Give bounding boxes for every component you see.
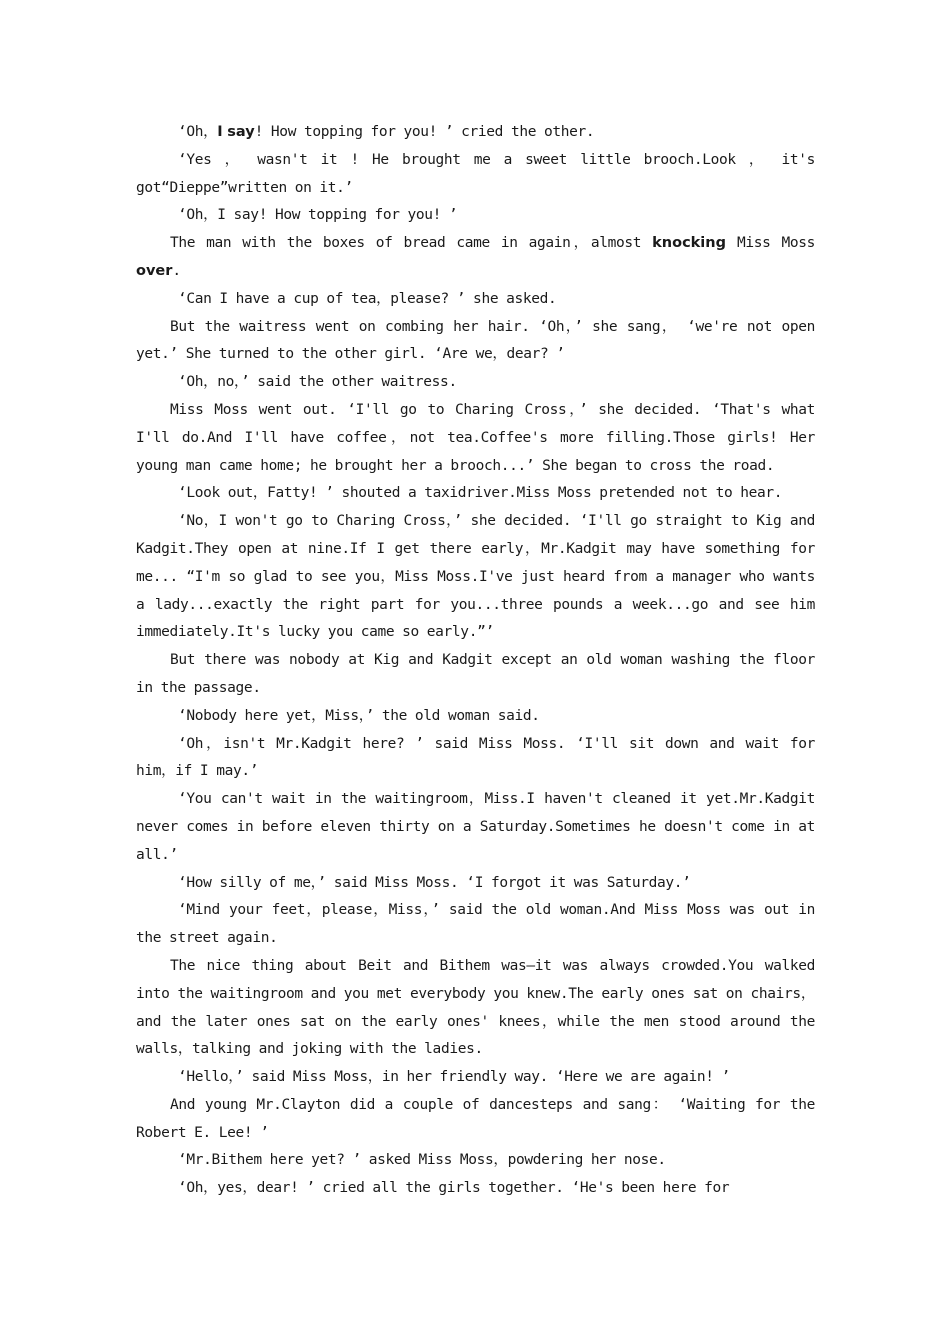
paragraph bbox=[136, 953, 815, 1064]
paragraph bbox=[136, 286, 815, 314]
paragraph bbox=[136, 508, 815, 647]
paragraph bbox=[136, 314, 815, 370]
paragraph bbox=[136, 731, 815, 787]
text-run: Miss Moss went out. ‘I'll go to Charing Cross，’ she decided. ‘That's what I'll do.And I'll have coffee，not tea.Coffee's more filling.Those girls! Her young man came home; he brought her a brooch...’ She began to cross the road. bbox=[136, 401, 815, 474]
text-run: ‘Mind your feet，please，Miss，’ said the old woman.And Miss Moss was out in the street again. bbox=[136, 902, 815, 947]
text-run: ‘How silly of me，’ said Miss Moss. ‘I forgot it was Saturday.’ bbox=[178, 874, 691, 891]
story-text bbox=[136, 119, 815, 1203]
text-run: Miss Moss bbox=[725, 235, 815, 252]
paragraph bbox=[136, 1092, 815, 1148]
paragraph bbox=[136, 647, 815, 703]
paragraph bbox=[136, 1064, 815, 1092]
paragraph bbox=[136, 1147, 815, 1175]
paragraph bbox=[136, 897, 815, 953]
text-run: But the waitress went on combing her hair. ‘Oh，’ she sang， ‘we're not open yet.’ She turned to the other girl. ‘Are we，dear? ’ bbox=[136, 318, 815, 363]
text-run: ‘Oh，yes，dear! ’ cried all the girls together. ‘He's been here for bbox=[178, 1180, 730, 1197]
text-run: The nice thing about Beit and Bithem was—it was always crowded.You walked into the waitingroom and you met everybody you knew.The early ones sat on chairs，and the later ones sat on the early ones' knees，while the men stood around the walls，talking and joking with the ladies. bbox=[136, 957, 815, 1058]
text-run: ‘Mr.Bithem here yet? ’ asked Miss Moss，powdering her nose. bbox=[178, 1152, 666, 1169]
paragraph bbox=[136, 870, 815, 898]
paragraph bbox=[136, 119, 815, 147]
paragraph bbox=[136, 786, 815, 869]
text-run: . bbox=[172, 262, 181, 279]
text-run: ! How topping for you! ’ cried the other. bbox=[254, 124, 595, 140]
text-run: ‘Oh， bbox=[178, 124, 218, 140]
paragraph bbox=[136, 397, 815, 480]
paragraph bbox=[136, 369, 815, 397]
text-run: But there was nobody at Kig and Kadgit except an old woman washing the floor in the passage. bbox=[136, 652, 815, 696]
paragraph bbox=[136, 147, 815, 203]
text-run: ‘Yes ， wasn't it ! He brought me a sweet little brooch.Look ， it's got“Dieppe”written on it.’ bbox=[136, 151, 815, 196]
text-run: ‘Look out，Fatty! ’ shouted a taxidriver.Miss Moss pretended not to hear. bbox=[178, 485, 783, 502]
text-run: ‘Oh，isn't Mr.Kadgit here? ’ said Miss Moss. ‘I'll sit down and wait for him，if I may.’ bbox=[136, 735, 815, 780]
text-run: ‘No，I won't go to Charing Cross，’ she decided. ‘I'll go straight to Kig and Kadgit.They open at nine.If I get there early，Mr.Kadgit may have something for me... “I'm so glad to see you，Miss Moss.I've just heard from a manager who wants a lady...exactly the right part for you...three pounds a week...go and see him immediately.It's lucky you came so early.”’ bbox=[136, 513, 815, 641]
bold-phrase: knocking bbox=[652, 235, 726, 252]
paragraph bbox=[136, 480, 815, 508]
paragraph bbox=[136, 1175, 815, 1203]
bold-phrase: I say bbox=[217, 124, 255, 140]
bold-phrase: over bbox=[136, 262, 173, 279]
paragraph bbox=[136, 703, 815, 731]
text-run: ‘Can I have a cup of tea，please? ’ she asked. bbox=[178, 290, 557, 307]
text-run: ‘Oh，I say! How topping for you! ’ bbox=[178, 207, 458, 224]
text-run: ‘Nobody here yet，Miss，’ the old woman said. bbox=[178, 707, 540, 724]
paragraph bbox=[136, 230, 815, 286]
paragraph bbox=[136, 202, 815, 230]
text-run: ‘You can't wait in the waitingroom，Miss.I haven't cleaned it yet.Mr.Kadgit never comes in before eleven thirty on a Saturday.Sometimes he doesn't come in at all.’ bbox=[136, 791, 815, 863]
text-run: ‘Hello，’ said Miss Moss，in her friendly way. ‘Here we are again! ’ bbox=[178, 1069, 730, 1086]
text-run: ‘Oh，no，’ said the other waitress. bbox=[178, 374, 457, 391]
text-run: The man with the boxes of bread came in again，almost bbox=[170, 235, 653, 252]
text-run: And young Mr.Clayton did a couple of dancesteps and sang： ‘Waiting for the Robert E. Lee! ’ bbox=[136, 1096, 815, 1141]
